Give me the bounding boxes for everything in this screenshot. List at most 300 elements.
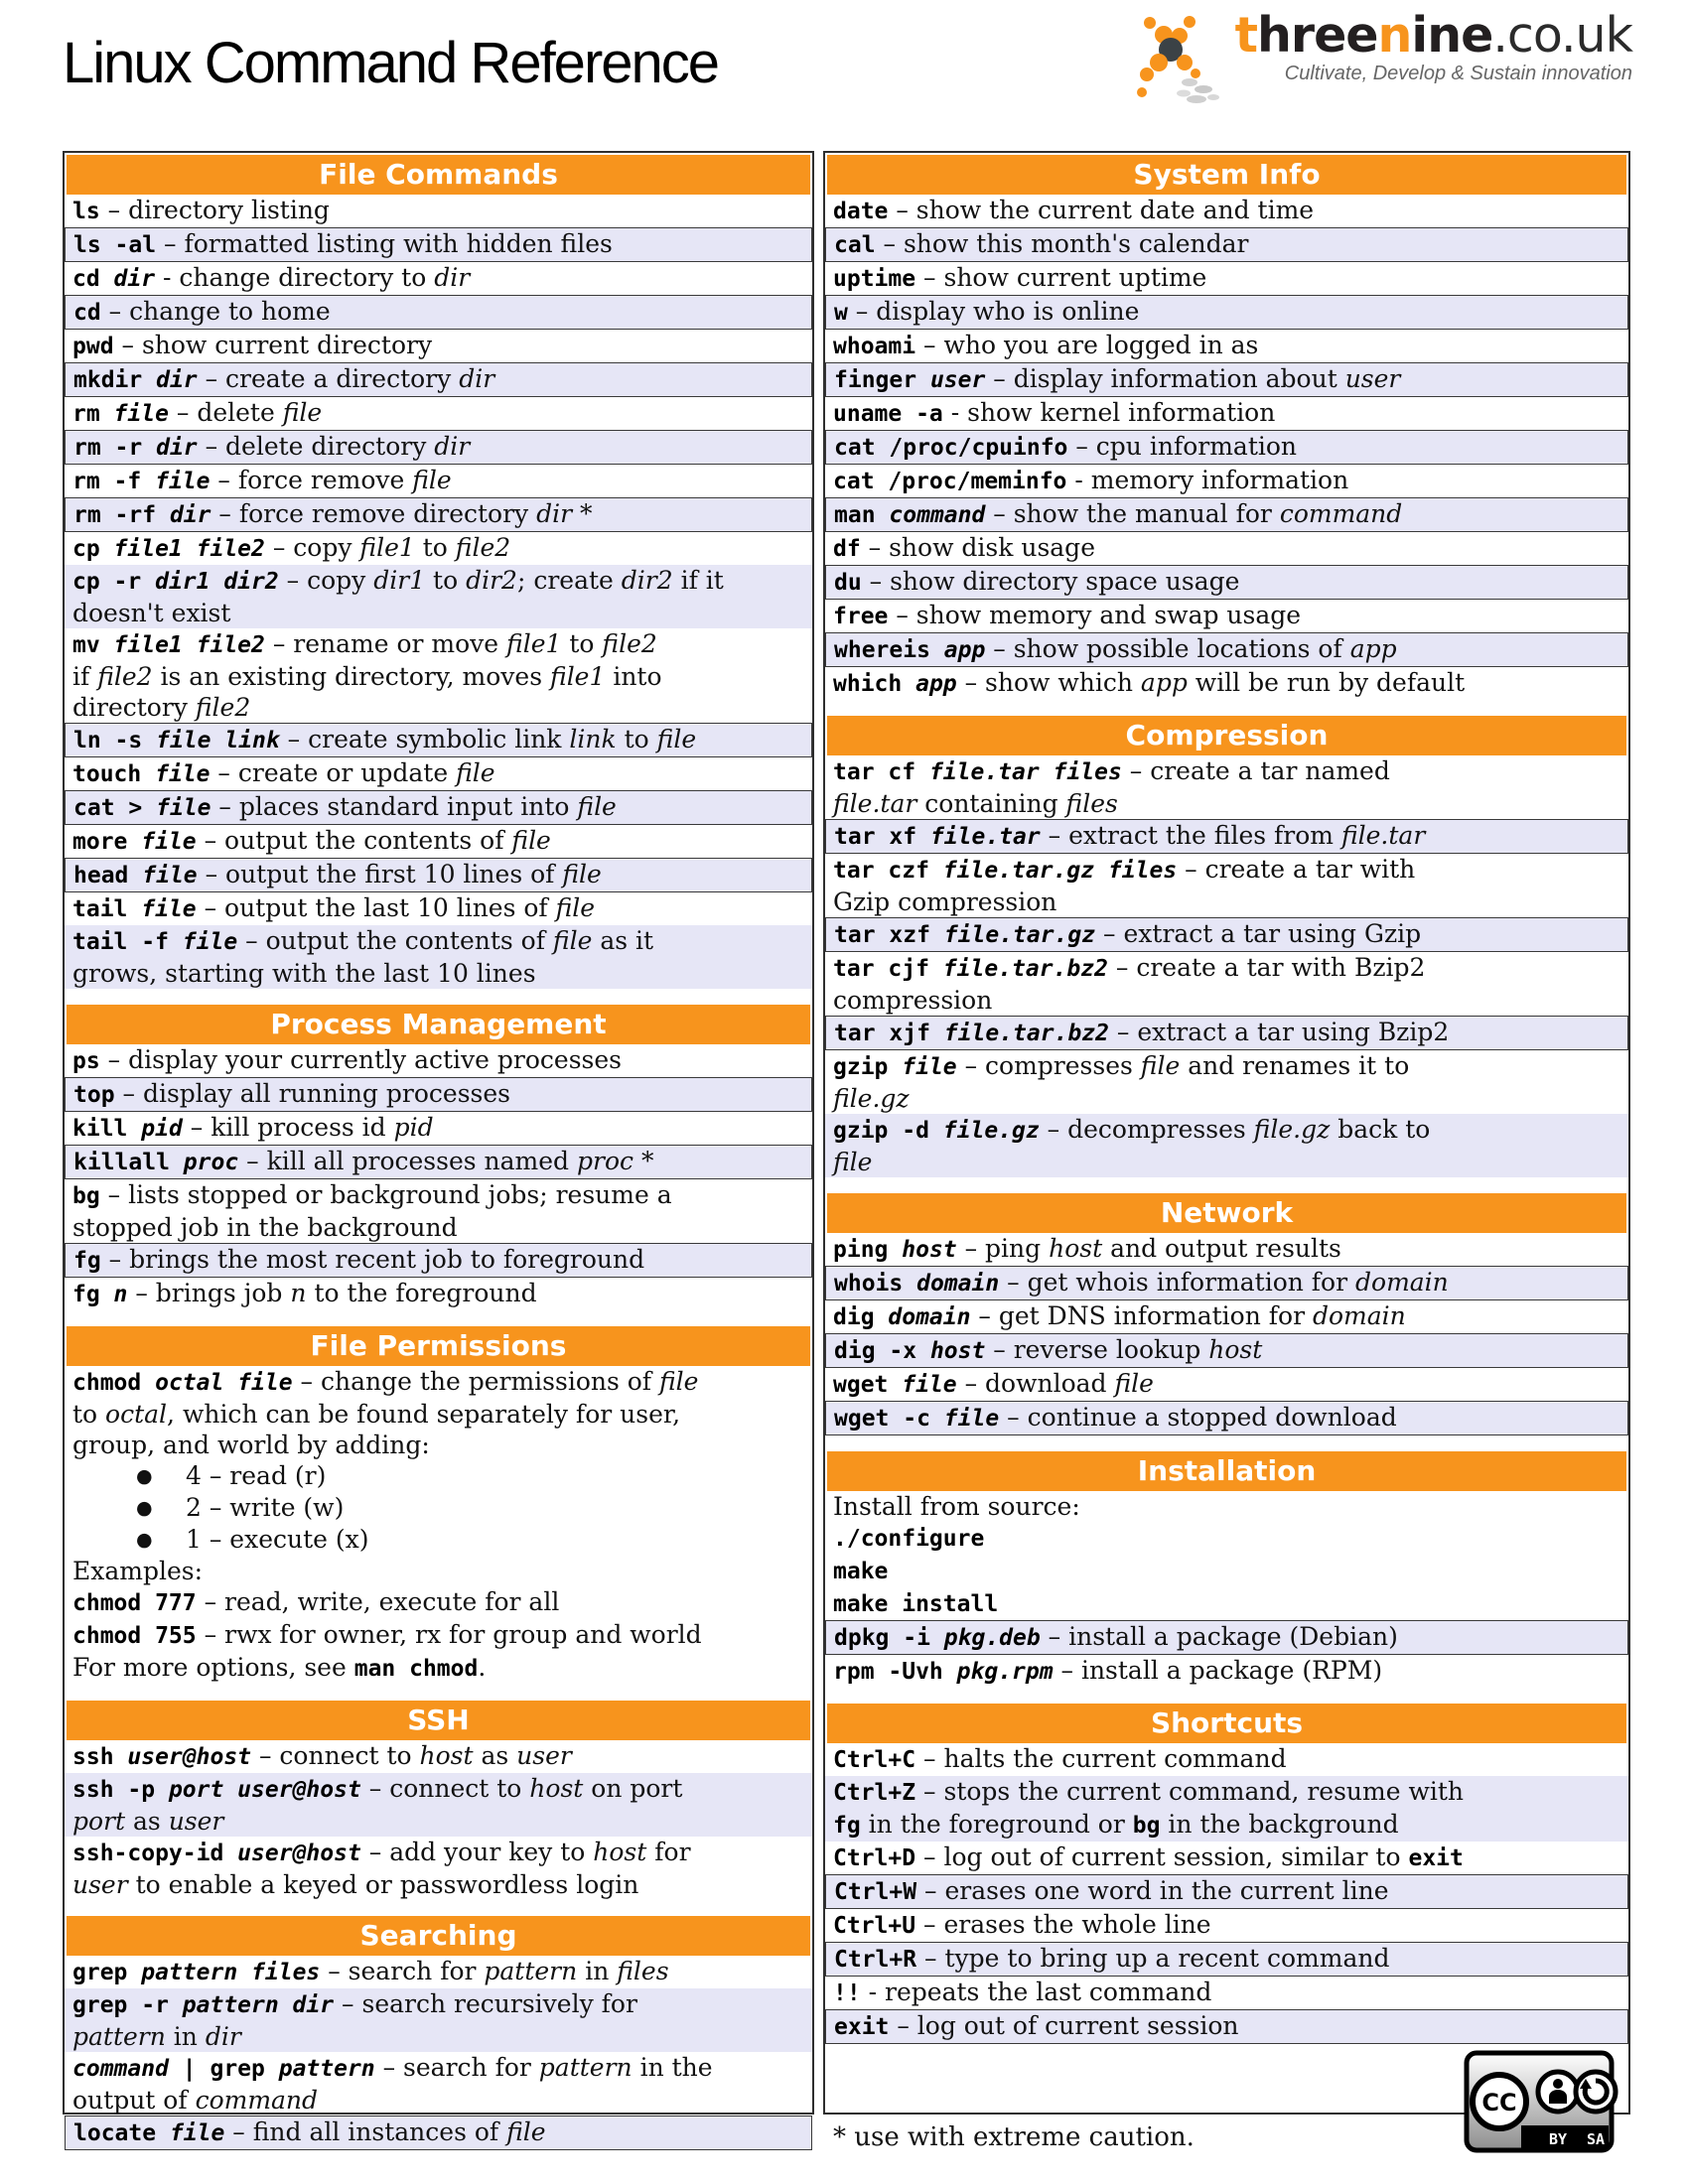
description-italic: file.tar xyxy=(1340,821,1426,850)
description-text: – create a directory xyxy=(197,364,460,393)
description-text: as xyxy=(473,1741,517,1770)
description-text: – show current directory xyxy=(113,331,433,359)
command-text: rm xyxy=(72,401,114,427)
description-text: – output the last 10 lines of xyxy=(196,893,556,922)
command-row xyxy=(825,465,1628,497)
description-italic: dir1 xyxy=(373,566,426,595)
argument-text: app xyxy=(943,637,986,663)
command-text: ssh-copy-id xyxy=(72,1841,238,1866)
description-text: – who you are logged in as xyxy=(915,331,1259,359)
description-text: – force remove directory xyxy=(211,499,537,528)
command-row xyxy=(825,2009,1628,2044)
bullet-item xyxy=(72,1492,804,1524)
command-text: dpkg -i xyxy=(834,1625,944,1651)
description-text: in the foreground or xyxy=(860,1810,1133,1839)
description-text: – rwx for owner, rx for group and world xyxy=(196,1620,702,1649)
argument-text: pid xyxy=(141,1116,183,1142)
description-text: – erases the whole line xyxy=(915,1910,1211,1939)
command-row xyxy=(65,1112,812,1145)
description-text: to enable a keyed or passwordless login xyxy=(127,1870,639,1899)
section-compression xyxy=(825,716,1628,1177)
command-text: Ctrl+Z xyxy=(833,1780,916,1806)
command-text: whoami xyxy=(833,334,916,359)
argument-text: dir xyxy=(169,502,211,528)
command-row xyxy=(825,497,1628,532)
command-row xyxy=(825,1743,1628,1776)
command-row xyxy=(825,1233,1628,1266)
command-row xyxy=(825,1620,1628,1655)
description-text: – delete xyxy=(168,398,283,427)
description-italic: user xyxy=(1344,364,1401,393)
command-text: mv xyxy=(72,632,114,658)
argument-text: user xyxy=(929,367,986,393)
command-row xyxy=(65,1773,812,1837)
command-text: Ctrl+W xyxy=(834,1879,917,1905)
section-header: Shortcuts xyxy=(827,1704,1626,1743)
description-italic: dir xyxy=(459,364,495,393)
description-text: – create a tar with xyxy=(1177,855,1416,884)
section-ssh xyxy=(65,1701,812,1900)
description-italic: dir xyxy=(205,2022,241,2051)
command-text: dig xyxy=(833,1304,889,1330)
description-text: grows, starting with the last 10 lines xyxy=(72,959,536,988)
description-text: – extract a tar using Bzip2 xyxy=(1108,1018,1450,1046)
command-row xyxy=(65,1837,812,1900)
description-text: is an existing directory, moves xyxy=(152,662,551,691)
description-text: – brings job xyxy=(127,1279,291,1307)
brand-name xyxy=(1234,7,1632,64)
argument-text: file.tar.bz2 xyxy=(942,956,1108,982)
by-text: BY xyxy=(1548,2130,1568,2148)
section-header: System Info xyxy=(827,155,1626,195)
command-text: free xyxy=(833,604,889,629)
command-row xyxy=(65,397,812,430)
description-text: – places standard input into xyxy=(211,792,578,821)
columns xyxy=(63,151,1688,2152)
description-italic: file xyxy=(555,893,596,922)
command-text: mkdir xyxy=(73,367,157,393)
command-text: chmod 755 xyxy=(72,1623,197,1649)
description-text: and renames it to xyxy=(1180,1051,1410,1080)
description-italic: file xyxy=(833,1148,873,1176)
command-row xyxy=(825,1050,1628,1114)
description-text: – search for xyxy=(374,2053,539,2082)
command-text: !! xyxy=(833,1980,861,2006)
command-text: ls xyxy=(72,199,100,224)
command-row xyxy=(825,262,1628,295)
description-text: – create a tar named xyxy=(1121,756,1390,785)
description-text: to xyxy=(72,1400,106,1429)
description-text: – erases one word in the current line xyxy=(916,1876,1389,1905)
description-text: – display your currently active processes xyxy=(99,1045,622,1074)
command-text: fg xyxy=(73,1248,101,1274)
command-row xyxy=(65,1145,812,1179)
argument-text: host xyxy=(929,1338,986,1364)
description-text: – extract a tar using Gzip xyxy=(1095,919,1422,948)
description-text: Examples: xyxy=(72,1557,204,1585)
description-text: to the foreground xyxy=(306,1279,537,1307)
description-text: – create a tar with Bzip2 xyxy=(1107,953,1426,982)
command-text: Ctrl+C xyxy=(833,1747,916,1773)
command-row xyxy=(65,1619,812,1652)
description-text: – rename or move xyxy=(264,629,507,658)
argument-text: proc xyxy=(183,1150,239,1175)
description-text: – show current uptime xyxy=(915,263,1207,292)
description-text: – brings the most recent job to foreground xyxy=(100,1245,645,1274)
description-text: – kill process id xyxy=(182,1113,394,1142)
command-text: whereis xyxy=(834,637,944,663)
description-text: – ping xyxy=(956,1234,1050,1263)
command-row xyxy=(825,1333,1628,1368)
description-italic: file.gz xyxy=(833,1084,910,1113)
description-italic: host xyxy=(593,1838,647,1866)
command-text: cd xyxy=(72,266,114,292)
command-row xyxy=(65,532,812,565)
command-text: grep xyxy=(72,1960,142,1985)
command-row xyxy=(65,1652,812,1685)
description-text: group, and world by adding: xyxy=(72,1431,430,1459)
description-text: – compresses xyxy=(956,1051,1141,1080)
description-italic: file xyxy=(1140,1051,1181,1080)
command-row xyxy=(65,1179,812,1243)
brand-letters: hree xyxy=(1257,7,1378,64)
description-text: – search for xyxy=(320,1957,485,1985)
argument-text: file.tar.gz files xyxy=(942,858,1178,884)
command-row xyxy=(825,632,1628,667)
argument-text: dir1 dir2 xyxy=(155,569,279,595)
command-row xyxy=(65,430,812,465)
description-italic: file.gz xyxy=(1253,1115,1331,1144)
description-text: will be run by default xyxy=(1187,668,1466,697)
command-text: du xyxy=(834,570,862,596)
bullet-text: 2 – write (w) xyxy=(186,1493,345,1522)
argument-text: dir xyxy=(113,266,156,292)
description-italic: file xyxy=(506,2117,546,2146)
description-italic: domain xyxy=(1355,1268,1449,1297)
command-row xyxy=(825,1266,1628,1300)
command-row xyxy=(825,755,1628,819)
section-file-permissions xyxy=(65,1326,812,1685)
brand-letter: n xyxy=(1377,7,1412,64)
description-text: – search recursively for xyxy=(334,1989,637,2018)
command-row xyxy=(825,1491,1628,1522)
command-row xyxy=(65,1556,812,1586)
argument-text: file xyxy=(142,863,198,888)
description-italic: host xyxy=(529,1774,584,1803)
description-italic: user xyxy=(516,1741,572,1770)
command-row xyxy=(825,1909,1628,1942)
description-text: - memory information xyxy=(1066,466,1349,494)
description-italic: user xyxy=(168,1807,224,1836)
description-italic: app xyxy=(1349,634,1397,663)
description-italic: pid xyxy=(393,1113,434,1142)
description-italic: port xyxy=(72,1807,126,1836)
command-text: killall xyxy=(73,1150,184,1175)
command-text: dig -x xyxy=(834,1338,930,1364)
description-text: – show the manual for xyxy=(985,499,1280,528)
command-text: locate xyxy=(73,2120,170,2146)
description-text: – display all running processes xyxy=(114,1079,510,1108)
argument-text: file xyxy=(943,1406,1000,1432)
command-text: touch xyxy=(72,761,156,787)
description-italic: user xyxy=(72,1870,128,1899)
section-file-commands xyxy=(65,155,812,989)
command-row xyxy=(825,1300,1628,1333)
description-text: in xyxy=(577,1957,618,1985)
command-row xyxy=(65,757,812,790)
description-text: compression xyxy=(833,986,993,1015)
description-text: if it xyxy=(672,566,724,595)
command-row xyxy=(65,1740,812,1773)
description-text: – show memory and swap usage xyxy=(888,601,1302,629)
command-text: tail xyxy=(72,896,142,922)
command-text: finger xyxy=(834,367,930,393)
command-text: kill xyxy=(72,1116,142,1142)
command-text: head xyxy=(73,863,143,888)
description-text: – copy xyxy=(264,533,360,562)
argument-text: file xyxy=(113,401,169,427)
command-text: which xyxy=(833,671,916,697)
description-text: , which can be found separately for user, xyxy=(167,1400,681,1429)
description-italic: file1 xyxy=(506,629,562,658)
command-row xyxy=(825,1016,1628,1050)
description-italic: dir2 xyxy=(621,566,673,595)
description-italic: proc xyxy=(576,1147,633,1175)
command-row xyxy=(825,854,1628,917)
command-row xyxy=(825,1587,1628,1620)
command-text: chmod 777 xyxy=(72,1590,197,1616)
command-text: Ctrl+R xyxy=(834,1947,917,1973)
command-row xyxy=(825,430,1628,465)
argument-text: file1 file2 xyxy=(113,536,265,562)
description-text: if xyxy=(72,662,98,691)
command-row xyxy=(65,892,812,925)
description-text: – show possible locations of xyxy=(985,634,1350,663)
description-text: – display information about xyxy=(985,364,1345,393)
command-text: fg xyxy=(833,1813,861,1839)
description-text: – copy xyxy=(278,566,374,595)
description-italic: host xyxy=(1049,1234,1103,1263)
description-text: for xyxy=(646,1838,691,1866)
description-italic: pattern xyxy=(72,2022,166,2051)
command-text: wget xyxy=(833,1372,903,1398)
argument-text: file xyxy=(182,929,238,955)
argument-text: user@host xyxy=(127,1744,252,1770)
description-text: – download xyxy=(956,1369,1115,1398)
description-text: – show disk usage xyxy=(860,533,1095,562)
caution-note: * use with extreme caution. xyxy=(833,2122,1195,2152)
description-text: in the background xyxy=(1160,1810,1399,1839)
command-text: tar cjf xyxy=(833,956,943,982)
right-column xyxy=(823,151,1630,2152)
command-text: ps xyxy=(72,1048,100,1074)
description-text: – show the current date and time xyxy=(888,196,1315,224)
command-text: Ctrl+U xyxy=(833,1913,916,1939)
command-text: tar czf xyxy=(833,858,943,884)
description-text: – decompresses xyxy=(1039,1115,1254,1144)
command-text: ls -al xyxy=(73,232,157,258)
command-row xyxy=(825,1555,1628,1587)
description-text: – output the contents of xyxy=(196,826,512,855)
description-italic: file xyxy=(412,466,452,494)
command-text: top xyxy=(73,1082,115,1108)
description-italic: file2 xyxy=(602,629,657,658)
argument-text: file xyxy=(141,896,197,922)
description-text: – connect to xyxy=(360,1774,530,1803)
command-text: rm -r xyxy=(73,435,157,461)
section-header: File Permissions xyxy=(67,1326,810,1366)
description-text: – delete directory xyxy=(197,432,435,461)
argument-text: file.tar files xyxy=(928,759,1122,785)
command-text: bg xyxy=(72,1183,100,1209)
description-text: Gzip compression xyxy=(833,887,1057,916)
description-italic: file xyxy=(511,826,551,855)
argument-text: file1 file2 xyxy=(113,632,265,658)
command-text: make xyxy=(833,1559,889,1584)
argument-text: octal file xyxy=(155,1370,293,1396)
description-text: output of xyxy=(72,2086,196,2115)
command-text: tar cf xyxy=(833,759,929,785)
description-text: – display who is online xyxy=(847,297,1140,326)
command-text: cp -r xyxy=(72,569,156,595)
description-italic: file1 xyxy=(359,533,415,562)
command-row xyxy=(825,330,1628,362)
bullet-icon: ● xyxy=(136,1465,153,1487)
description-text: as xyxy=(125,1807,169,1836)
command-row xyxy=(65,1956,812,1988)
argument-text: domain xyxy=(888,1304,971,1330)
description-italic: file xyxy=(562,860,602,888)
description-text: – stops the current command, resume with xyxy=(915,1777,1465,1806)
section-shortcuts xyxy=(825,1704,1628,2044)
description-text: on port xyxy=(583,1774,683,1803)
argument-text: file xyxy=(156,795,211,821)
command-text: tar xf xyxy=(834,824,930,850)
description-text: – extract the files from xyxy=(1040,821,1341,850)
command-row xyxy=(65,723,812,757)
description-italic: file xyxy=(659,1367,699,1396)
command-text: Ctrl+D xyxy=(833,1845,916,1871)
section-system-info xyxy=(825,155,1628,700)
command-text: date xyxy=(833,199,889,224)
bullet-item xyxy=(72,1524,804,1556)
argument-text: domain xyxy=(916,1271,1000,1297)
description-italic: octal xyxy=(105,1400,168,1429)
description-text: directory xyxy=(72,693,196,722)
command-row xyxy=(65,925,812,989)
command-row xyxy=(825,667,1628,700)
command-row xyxy=(65,227,812,262)
description-italic: dir xyxy=(434,432,471,461)
section-header: Process Management xyxy=(67,1005,810,1044)
command-row xyxy=(65,497,812,532)
command-row xyxy=(65,2116,812,2150)
command-text: uname -a xyxy=(833,401,943,427)
command-text: cp xyxy=(72,536,114,562)
argument-text: pattern dir xyxy=(182,1992,335,2018)
description-text: – show this month's calendar xyxy=(875,229,1249,258)
command-text: ssh -p xyxy=(72,1777,169,1803)
command-text: cat > xyxy=(73,795,157,821)
command-text: tail -f xyxy=(72,929,183,955)
description-italic: file xyxy=(552,926,593,955)
command-row xyxy=(825,1942,1628,1977)
bullet-item xyxy=(72,1460,804,1492)
command-text: cat /proc/meminfo xyxy=(833,469,1067,494)
argument-text: command xyxy=(889,502,986,528)
left-column xyxy=(63,151,814,2146)
command-text: chmod xyxy=(72,1370,156,1396)
argument-text: pattern files xyxy=(141,1960,321,1985)
description-italic: host xyxy=(419,1741,474,1770)
description-text: to xyxy=(414,533,456,562)
brand-letter: t xyxy=(1234,7,1258,64)
argument-text: pkg.rpm xyxy=(956,1659,1054,1685)
argument-text: file xyxy=(169,2120,225,2146)
command-text: df xyxy=(833,536,861,562)
description-italic: file xyxy=(456,758,495,787)
description-text: – directory listing xyxy=(99,196,330,224)
command-row xyxy=(825,1776,1628,1842)
description-text: – connect to xyxy=(251,1741,420,1770)
argument-text: host xyxy=(902,1237,957,1263)
command-text: man chmod xyxy=(353,1656,479,1682)
description-text: * xyxy=(633,1147,654,1175)
description-italic: files xyxy=(617,1957,669,1985)
description-text: - show kernel information xyxy=(942,398,1276,427)
description-text: – get whois information for xyxy=(999,1268,1356,1297)
command-text: tar xzf xyxy=(834,922,944,948)
brand-domain-suffix: .co.uk xyxy=(1492,7,1632,64)
argument-text: n xyxy=(113,1282,128,1307)
brand-text xyxy=(1234,7,1632,85)
argument-text: app xyxy=(915,671,957,697)
description-text: – get DNS information for xyxy=(970,1301,1313,1330)
description-italic: file2 xyxy=(195,693,251,722)
command-text: uptime xyxy=(833,266,916,292)
command-text: rm -rf xyxy=(73,502,170,528)
command-row xyxy=(825,917,1628,952)
description-text: – read, write, execute for all xyxy=(196,1587,560,1616)
section-installation xyxy=(825,1451,1628,1688)
command-row xyxy=(65,295,812,330)
command-row xyxy=(65,465,812,497)
command-text: exit xyxy=(834,2014,890,2040)
description-text: – log out of current session xyxy=(889,2011,1239,2040)
description-italic: app xyxy=(1140,668,1188,697)
description-text: – show which xyxy=(956,668,1141,697)
command-row xyxy=(825,1842,1628,1874)
command-row xyxy=(825,1522,1628,1555)
description-italic: files xyxy=(1065,789,1118,818)
description-text: into xyxy=(605,662,662,691)
argument-text: user@host xyxy=(237,1841,361,1866)
argument-text: file xyxy=(902,1372,957,1398)
description-italic: pattern xyxy=(484,1957,578,1985)
command-row xyxy=(825,1655,1628,1688)
description-text: For more options, see xyxy=(72,1653,354,1682)
command-text: fg xyxy=(72,1282,114,1307)
command-row xyxy=(825,952,1628,1016)
command-row xyxy=(65,195,812,227)
command-row xyxy=(65,362,812,397)
description-text: in xyxy=(165,2022,206,2051)
argument-text: file xyxy=(155,761,211,787)
command-row xyxy=(825,195,1628,227)
description-italic: file2 xyxy=(97,662,153,691)
command-text: cd xyxy=(73,300,101,326)
right-sections xyxy=(825,153,1628,2044)
